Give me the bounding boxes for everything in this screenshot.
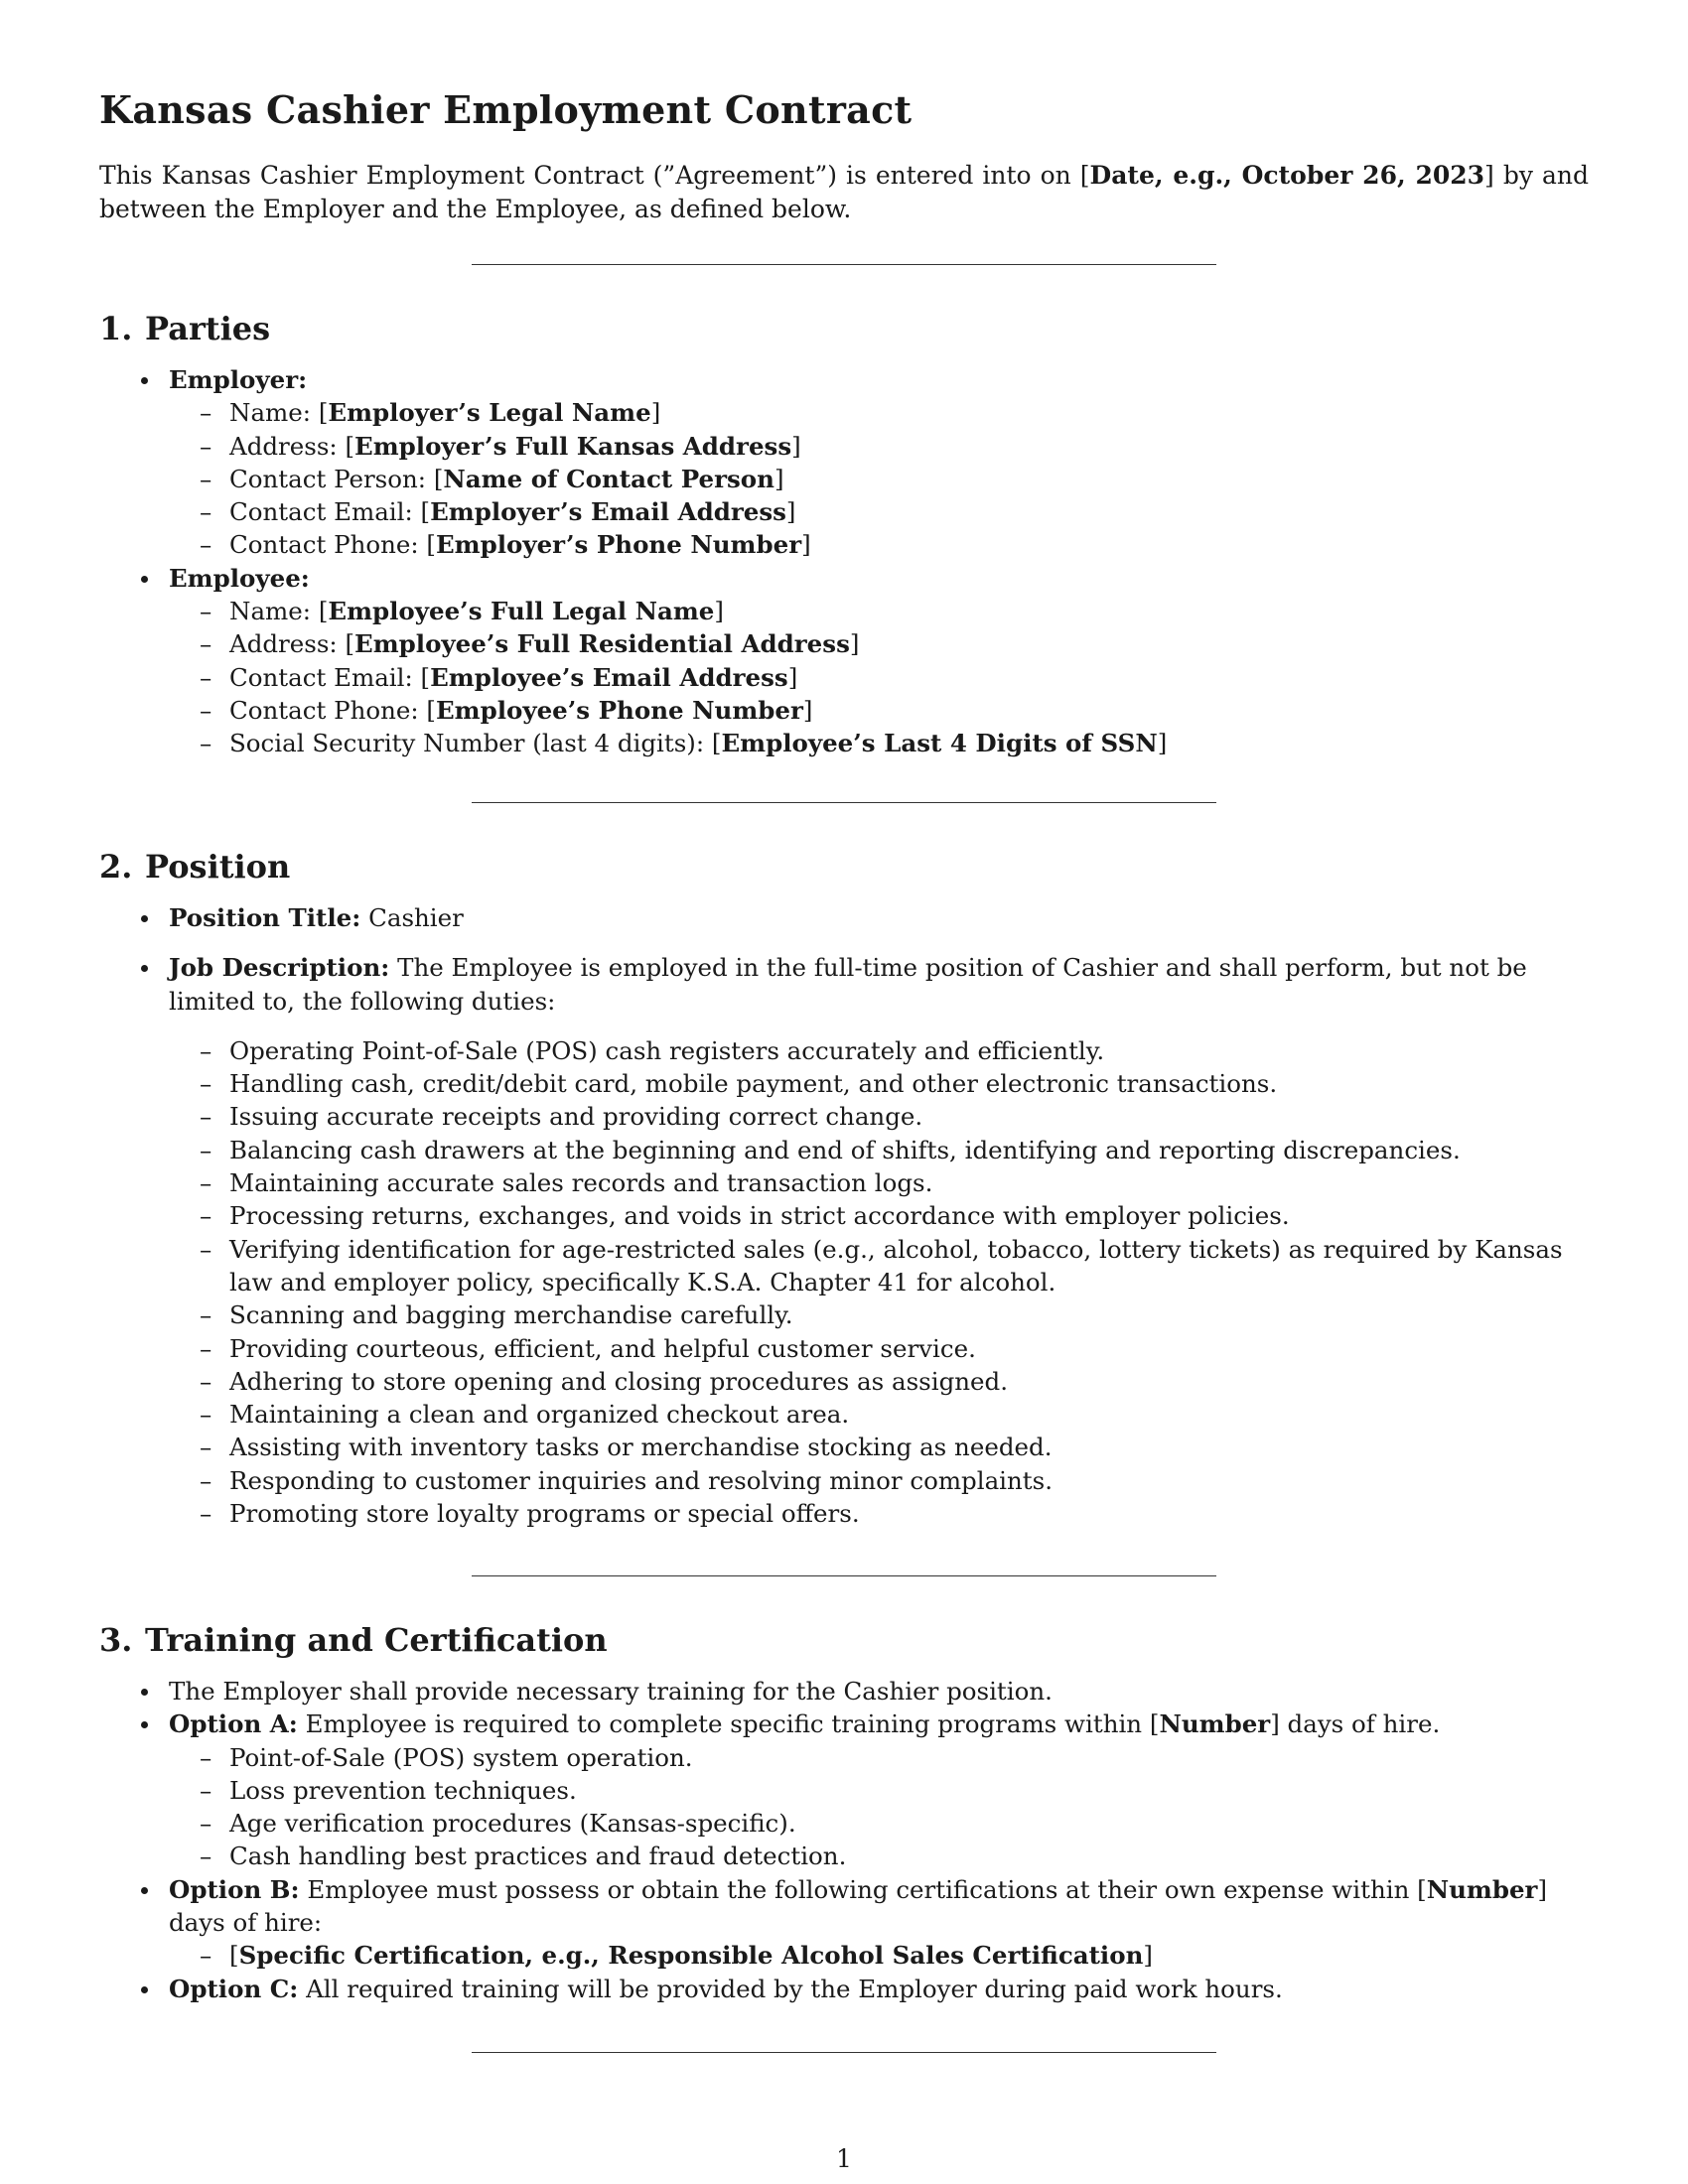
position-title-item: Position Title: Cashier: [99, 901, 1589, 934]
intro-paragraph: [99, 159, 1589, 226]
training-program-item: – Point-of-Sale (POS) system operation.: [168, 1741, 1589, 1774]
section-divider: [472, 802, 1216, 803]
section-divider: [472, 2052, 1216, 2053]
parties-list: [99, 363, 1589, 760]
duty-item: – Maintaining a clean and organized checkout area.: [168, 1398, 1589, 1431]
document-title: Kansas Cashier Employment Contract: [99, 87, 913, 132]
date-placeholder: Date, e.g., October 26, 2023: [1089, 161, 1485, 190]
duty-item: – Adhering to store opening and closing procedures as assigned.: [168, 1365, 1589, 1398]
duty-item: – Handling cash, credit/debit card, mobile payment, and other electronic transactions.: [168, 1067, 1589, 1100]
employer-field-name: – Name: [Employer’s Legal Name]: [168, 396, 1589, 429]
section-divider: [472, 1575, 1216, 1576]
option-b-certifications: [169, 1939, 1589, 1972]
duty-item: – Promoting store loyalty programs or special offers.: [168, 1497, 1589, 1530]
employee-fields: [169, 595, 1589, 759]
employer-field-email: – Contact Email: [Employer’s Email Address]: [168, 495, 1589, 528]
option-a-item: Option A: Employee is required to complete specific training programs within [Number] days of hire. – Point-of-Sale (POS) system operation. – Loss prevention techniques. – Age verification procedures (Kansas-specific). – Cash handling best practices and fraud detection.: [99, 1707, 1589, 1872]
employee-label: Employee:: [169, 563, 310, 593]
option-a-programs: [169, 1741, 1589, 1873]
training-program-item: – Cash handling best practices and fraud detection.: [168, 1840, 1589, 1872]
employee-item: [99, 562, 1589, 760]
employee-field-email: – Contact Email: [Employee’s Email Address]: [168, 661, 1589, 694]
intro-suffix: ] by and between the Employer and the Employee, as defined below.: [99, 161, 1589, 223]
duty-item: – Operating Point-of-Sale (POS) cash registers accurately and efficiently.: [168, 1034, 1589, 1067]
section-position: [99, 848, 1589, 1547]
employer-fields: [169, 396, 1589, 561]
employee-field-phone: – Contact Phone: [Employee’s Phone Number]: [168, 694, 1589, 727]
option-c-item: Option C: All required training will be provided by the Employer during paid work hours.: [99, 1973, 1589, 2005]
training-intro-item: The Employer shall provide necessary training for the Cashier position.: [99, 1675, 1589, 1707]
job-description-item: Job Description: The Employee is employed in the full-time position of Cashier and shall perform, but not be limited to, the following duties: – Operating Point-of-Sale (POS) cash registers accurately and efficiently. – Handling cash, credit/debit card, mobile payment, and other electronic transactions. – Issuing accurate receipts and providing correct change. – Balancing cash drawers at the beginning and end of shifts, identifying and reporting discrepancies. – Maintaining accurate sales records and transaction logs. – Processing returns, exchanges, and voids in strict accordance with employer policies. – Verifying identification for age-restricted sales (e.g., alcohol, tobacco, lottery tickets) as required by Kansas law and employer policy, specifically K.S.A. Chapter 41 for alcohol. – Scanning and bagging merchandise carefully. – Providing courteous, efficient, and helpful customer service. – Adhering to store opening and closing procedures as assigned. – Maintaining a clean and organized checkout area. – Assisting with inventory tasks or merchandise stocking as needed. – Responding to customer inquiries and resolving minor complaints. – Promoting store loyalty programs or special offers.: [99, 951, 1589, 1530]
duty-item: – Maintaining accurate sales records and transaction logs.: [168, 1166, 1589, 1199]
intro-prefix: This Kansas Cashier Employment Contract (”Agreement”) is entered into on [: [99, 161, 1090, 190]
duty-item: – Providing courteous, efficient, and helpful customer service.: [168, 1332, 1589, 1365]
section-divider: [472, 264, 1216, 265]
training-program-item: – Age verification procedures (Kansas-specific).: [168, 1807, 1589, 1840]
duty-item: – Processing returns, exchanges, and voids in strict accordance with employer policies.: [168, 1199, 1589, 1232]
employee-field-address: – Address: [Employee’s Full Residential Address]: [168, 627, 1589, 660]
duty-item: – Scanning and bagging merchandise carefully.: [168, 1298, 1589, 1331]
section-heading-training: 3. Training and Certification: [99, 1621, 608, 1659]
employer-label: Employer:: [169, 365, 308, 394]
employee-field-name: – Name: [Employee’s Full Legal Name]: [168, 595, 1589, 627]
training-program-item: – Loss prevention techniques.: [168, 1774, 1589, 1807]
option-b-item: Option B: Employee must possess or obtain the following certifications at their own expense within [Number] days of hire: – [Specific Certification, e.g., Responsible Alcohol Sales Certification]: [99, 1873, 1589, 1973]
position-list: [99, 901, 1589, 1530]
section-heading-position: 2. Position: [99, 848, 291, 886]
certification-item: – [Specific Certification, e.g., Responsible Alcohol Sales Certification]: [168, 1939, 1589, 1972]
employer-item: [99, 363, 1589, 562]
duty-item: – Balancing cash drawers at the beginning and end of shifts, identifying and reporting discrepancies.: [168, 1134, 1589, 1166]
employer-field-address: – Address: [Employer’s Full Kansas Address]: [168, 430, 1589, 463]
document-page: [99, 0, 1589, 2184]
section-training: [99, 1621, 1589, 2005]
duty-item: – Issuing accurate receipts and providing correct change.: [168, 1100, 1589, 1133]
employer-field-contact-person: – Contact Person: [Name of Contact Person]: [168, 463, 1589, 495]
duty-item: – Assisting with inventory tasks or merchandise stocking as needed.: [168, 1431, 1589, 1463]
section-heading-parties: 1. Parties: [99, 310, 271, 347]
employer-field-phone: – Contact Phone: [Employer’s Phone Number]: [168, 528, 1589, 561]
page-number: 1: [836, 2144, 852, 2173]
training-list: [99, 1675, 1589, 2005]
duty-item: – Responding to customer inquiries and resolving minor complaints.: [168, 1464, 1589, 1497]
duties-list: [169, 1034, 1589, 1530]
employee-field-ssn: – Social Security Number (last 4 digits): [Employee’s Last 4 Digits of SSN]: [168, 727, 1589, 759]
section-parties: [99, 310, 1589, 760]
duty-item: – Verifying identification for age-restricted sales (e.g., alcohol, tobacco, lottery tickets) as required by Kansas law and employer policy, specifically K.S.A. Chapter 41 for alcohol.: [168, 1233, 1589, 1299]
